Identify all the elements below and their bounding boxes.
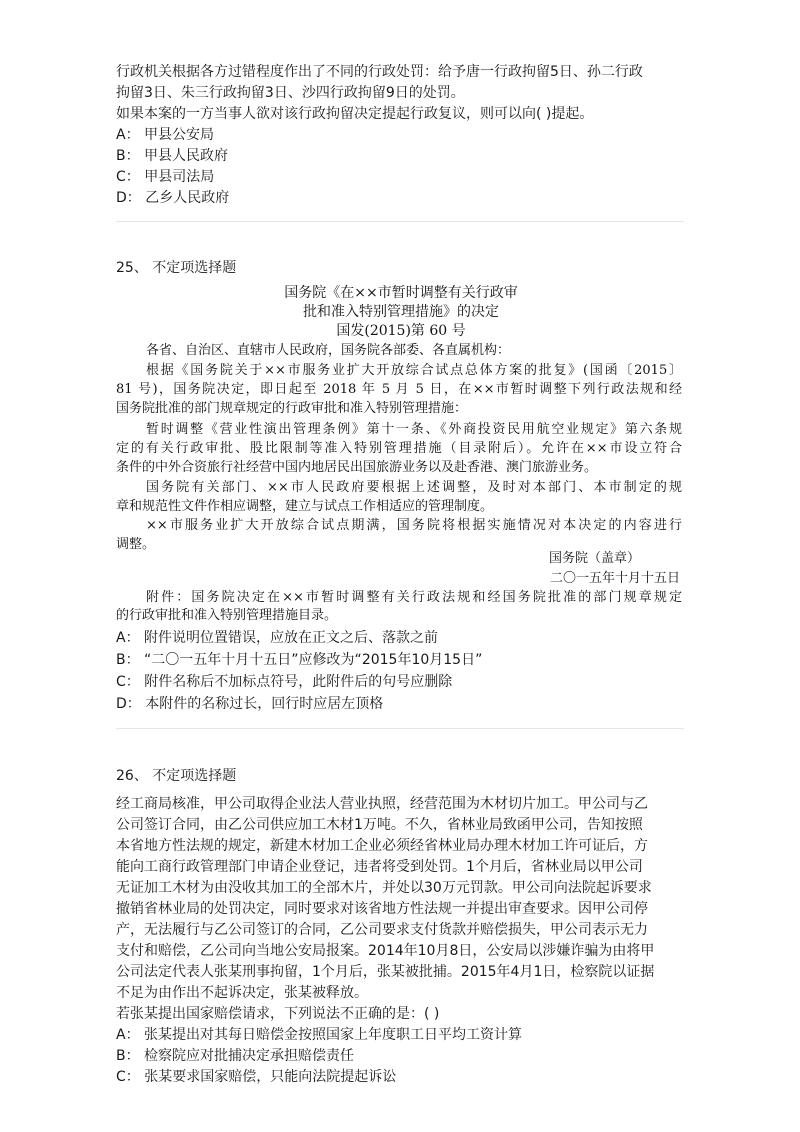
q24-option-d[interactable]: D： 乙乡人民政府 — [116, 190, 230, 206]
doc-body-line-1: 根据《国务院关于××市服务业扩大开放综合试点总体方案的批复》(国函〔2015〕 — [146, 363, 682, 378]
doc-body-line-2: 81 号)，国务院决定，即日起至 2018 年 5 月 5 日，在××市暂时调整下列行政法规和经 — [116, 382, 682, 397]
doc-title-line-2: 批和准入特别管理措施》的决定 — [303, 304, 499, 320]
q25-option-d[interactable]: D： 本附件的名称过长，回行时应居左顶格 — [116, 696, 384, 712]
q25-option-b[interactable]: B： “二〇一五年十月十五日”应修改为“2015年10月15日” — [116, 652, 483, 668]
q26-stem-line-3: 本省地方性法规的规定，新建木材加工企业必须经省林业局办理木材加工许可证后，方 — [116, 838, 648, 854]
doc-signer: 国务院（盖章） — [548, 551, 640, 566]
doc-body-line-9: ××市服务业扩大开放综合试点期满，国务院将根据实施情况对本决定的内容进行 — [146, 518, 682, 533]
doc-attachment-line-2: 的行政审批和准入特别管理措施目录。 — [116, 608, 338, 623]
q26-stem-line-7: 产，无法履行与乙公司签订的合同，乙公司要求支付货款并赔偿损失，甲公司表示无力 — [116, 922, 648, 938]
q26-stem-line-9: 公司法定代表人张某刑事拘留，1个月后，张某被批捕。2015年4月1日，检察院以证据 — [116, 964, 655, 980]
divider — [116, 728, 684, 729]
doc-attachment-line-1: 附件：国务院决定在××市暂时调整有关行政法规和经国务院批准的部门规章规定 — [146, 590, 682, 605]
doc-addressee: 各省、自治区、直辖市人民政府，国务院各部委、各直属机构： — [146, 343, 511, 358]
doc-number: 国发(2015)第 60 号 — [336, 323, 466, 339]
doc-date: 二〇一五年十月十五日 — [549, 571, 680, 586]
q24-stem-line-3: 如果本案的一方当事人欲对该行政拘留决定提起行政复议，则可以向( )提起。 — [116, 106, 594, 122]
q26-stem-line-5: 无证加工木材为由没收其加工的全部木片，并处以30万元罚款。甲公司向法院起诉要求 — [116, 880, 652, 896]
q26-stem-line-4: 能向工商行政管理部门申请企业登记，违者将受到处罚。1个月后，省林业局以甲公司 — [116, 859, 643, 875]
q26-option-b[interactable]: B： 检察院应对批捕决定承担赔偿责任 — [116, 1048, 355, 1064]
doc-body-line-3: 国务院批准的部门规章规定的行政审批和准入特别管理措施： — [116, 401, 468, 416]
q26-question: 若张某提出国家赔偿请求，下列说法不正确的是：( ) — [116, 1006, 440, 1022]
doc-body-line-7: 国务院有关部门、××市人民政府要根据上述调整，及时对本部门、本市制定的规 — [146, 480, 682, 495]
doc-body-line-5: 定的有关行政审批、股比限制等准入特别管理措施（目录附后）。允许在××市设立符合 — [116, 441, 682, 456]
q24-stem-line-2: 拘留3日、朱三行政拘留3日、沙四行政拘留9日的处罚。 — [116, 85, 465, 101]
q26-option-c[interactable]: C： 张某要求国家赔偿，只能向法院提起诉讼 — [116, 1069, 397, 1085]
doc-body-line-4: 暂时调整《营业性演出管理条例》第十一条、《外商投资民用航空业规定》第六条规 — [146, 422, 682, 437]
q25-option-c[interactable]: C： 附件名称后不加标点符号，此附件后的句号应删除 — [116, 674, 453, 690]
q25-header: 25、 不定项选择题 — [116, 260, 237, 276]
q26-stem-line-1: 经工商局核准，甲公司取得企业法人营业执照，经营范围为木材切片加工。甲公司与乙 — [116, 796, 648, 812]
q26-stem-line-10: 不足为由作出不起诉决定，张某被释放。 — [116, 985, 368, 1001]
q24-option-c[interactable]: C： 甲县司法局 — [116, 169, 215, 185]
q24-stem-line-1: 行政机关根据各方过错程度作出了不同的行政处罚：给予唐一行政拘留5日、孙二行政 — [116, 64, 643, 80]
q26-stem-line-8: 支付和赔偿，乙公司向当地公安局报案。2014年10月8日，公安局以涉嫌诈骗为由将甲 — [116, 943, 655, 959]
q26-stem-line-2: 公司签订合同，由乙公司供应加工木材1万吨。不久，省林业局致函甲公司，告知按照 — [116, 817, 643, 833]
q24-option-a[interactable]: A： 甲县公安局 — [116, 127, 215, 143]
doc-body-line-10: 调整。 — [116, 537, 156, 552]
q25-document-image — [116, 282, 686, 626]
q26-header: 26、 不定项选择题 — [116, 768, 237, 784]
divider — [116, 221, 684, 222]
q25-option-a[interactable]: A： 附件说明位置错误，应放在正文之后、落款之前 — [116, 630, 439, 646]
doc-body-line-6: 条件的中外合资旅行社经营中国内地居民出国旅游业务以及赴香港、澳门旅游业务。 — [116, 460, 598, 475]
q24-option-b[interactable]: B： 甲县人民政府 — [116, 148, 229, 164]
doc-body-line-8: 章和规范性文件作相应调整，建立与试点工作相适应的管理制度。 — [116, 499, 494, 514]
doc-title-line-1: 国务院《在××市暂时调整有关行政审 — [284, 285, 518, 301]
q26-stem-line-6: 撤销省林业局的处罚决定，同时要求对该省地方性法规一并提出审查要求。因甲公司停 — [116, 901, 648, 917]
q26-option-a[interactable]: A： 张某提出对其每日赔偿金按照国家上年度职工日平均工资计算 — [116, 1027, 523, 1043]
